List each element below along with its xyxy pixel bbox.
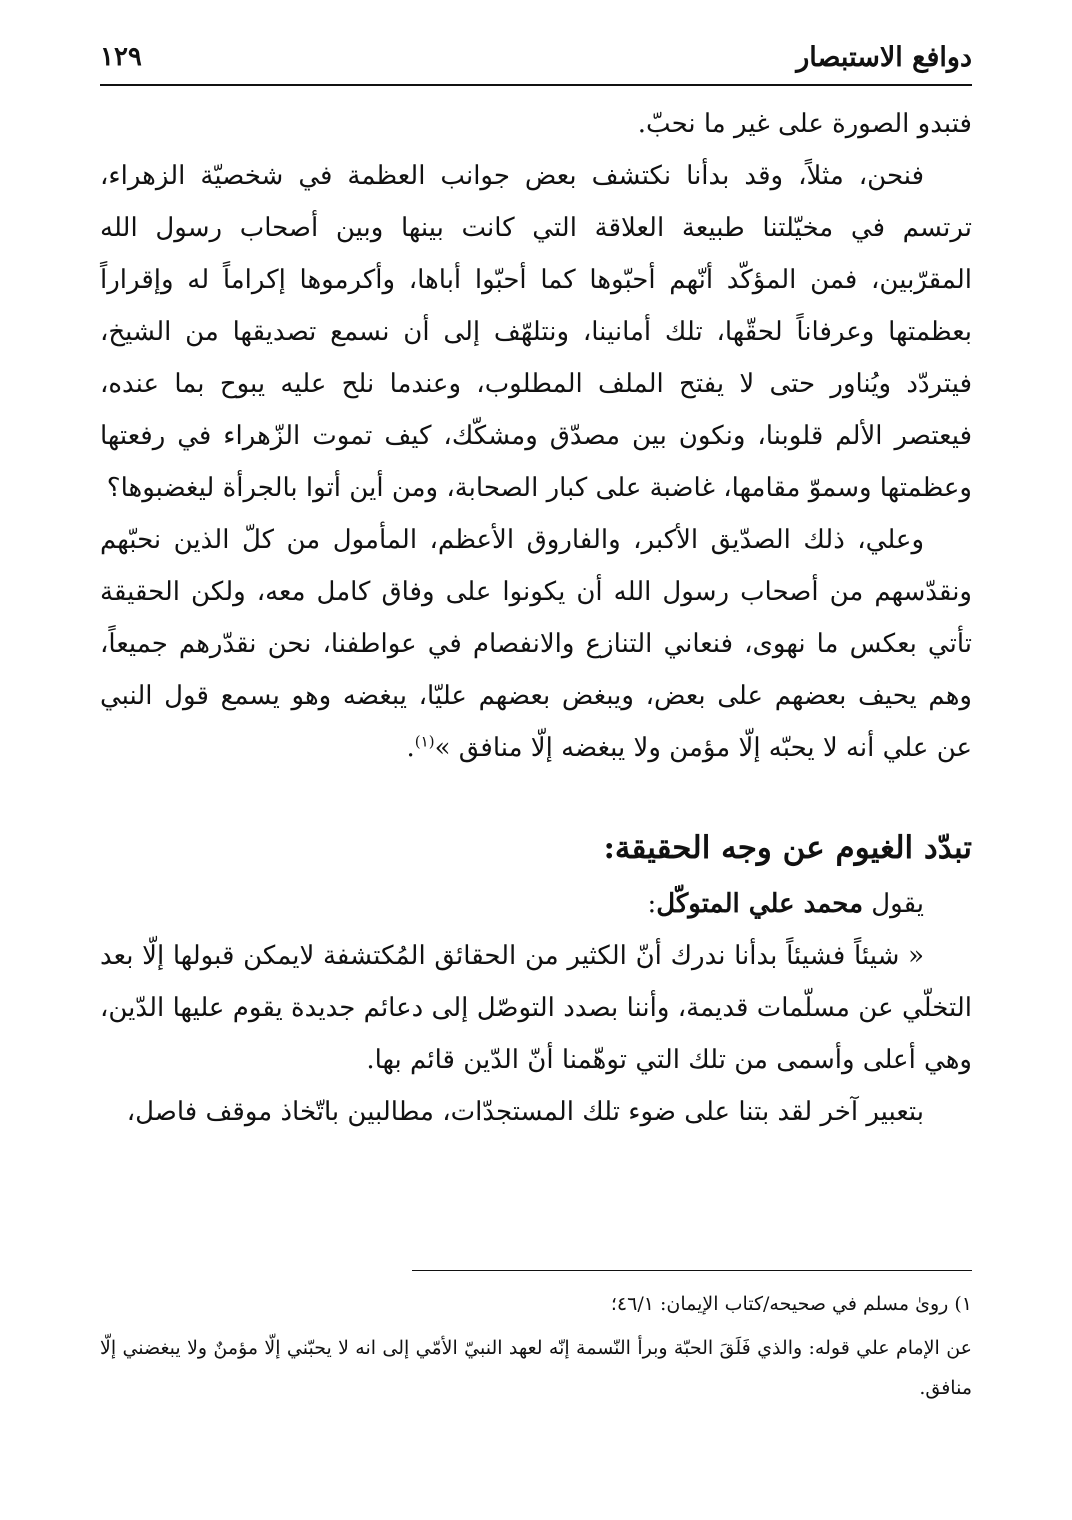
- author-name: محمد علي المتوكّل: [656, 889, 864, 919]
- intro-prefix: يقول: [863, 889, 924, 919]
- running-header: [100, 38, 972, 86]
- running-title: دوافع الاستبصار: [796, 42, 972, 73]
- paragraph: فنحن، مثلاً، وقد بدأنا نكتشف بعض جوانب العظمة في شخصيّة الزهراء، ترتسم في مخيّلتنا طبيعة العلاقة التي كانت بينها وبين أصحاب رسول الله المقرّبين، فمن المؤكّد أنّهم أحبّوها كما أحبّوا أباها، وأكرموها إكراماً له وإقراراً بعظمتها وعرفاناً لحقّها، تلك أمانينا، ونتلهّف إلى أن نسمع تصديقها من الشيخ، فيتردّد ويُناور حتى لا يفتح الملف المطلوب، وعندما نلح عليه يبوح بما عنده، فيعتصر الألم قلوبنا، ونكون بين مصدّق ومشكّك، كيف تموت الزّهراء في رفعتها وعظمتها وسموّ مقامها، غاضبة على كبار الصحابة، ومن أين أتوا بالجرأة ليغضبوها؟: [100, 161, 972, 503]
- footnote-line: عن الإمام علي قوله: والذي فَلَقَ الحبّة وبرأ النّسمة إنّه لعهد النبيّ الأمّي إلى انه لا يحبّني إلّا مؤمنٌ ولا يبغضني إلّا منافق.: [100, 1337, 972, 1399]
- paragraph: وعلي، ذلك الصدّيق الأكبر، والفاروق الأعظم، المأمول من كلّ الذين نحبّهم ونقدّسهم من أصحاب رسول الله أن يكونوا على وفاق كامل معه، ولكن الحقيقة تأتي بعكس ما نهوى، فنعاني التنازع والانفصام في عواطفنا، نحن نقدّرهم جميعاً، وهم يحيف بعضهم على بعض، ويبغض بعضهم عليّا، يبغضه وهو يسمع قول النبي عن علي أنه لا يحبّه إلّا مؤمن ولا يبغضه إلّا منافق »$^{(١)}$.: [100, 525, 972, 763]
- quote-intro: [100, 878, 972, 930]
- footnote-reference[interactable]: (١): [414, 732, 435, 751]
- footnote-divider: [412, 1270, 972, 1271]
- intro-suffix: :: [647, 889, 657, 919]
- quote-paragraph: بتعبير آخر لقد بتنا على ضوء تلك المستجدّات، مطالبين باتّخاذ موقف فاصل،: [126, 1097, 924, 1127]
- section-heading: تبدّد الغيوم عن وجه الحقيقة:: [603, 830, 972, 866]
- footnotes: [100, 1284, 972, 1408]
- paragraph: فتبدو الصورة على غير ما نحبّ.: [637, 109, 972, 139]
- paragraph-text: وعلي، ذلك الصدّيق الأكبر، والفاروق الأعظم، المأمول من كلّ الذين نحبّهم ونقدّسهم من أصحاب رسول الله أن يكونوا على وفاق كامل معه، ولكن الحقيقة تأتي بعكس ما نهوى، فنعاني التنازع والانفصام في عواطفنا، نحن نقدّرهم جميعاً، وهم يحيف بعضهم على بعض، ويبغض بعضهم عليّا، يبغضه وهو يسمع قول النبي عن علي أنه لا يحبّه إلّا مؤمن ولا يبغضه إلّا منافق »: [100, 525, 972, 763]
- quote-paragraph: « شيئاً فشيئاً بدأنا ندرك أنّ الكثير من الحقائق المُكتشفة لايمكن قبولها إلّا بعد التخلّي عن مسلّمات قديمة، وأننا بصدد التوصّل إلى دعائم جديدة يقوم عليها الدّين، وهي أعلى وأسمى من تلك التي توهّمنا أنّ الدّين قائم بها.: [100, 941, 972, 1075]
- book-page: [100, 0, 972, 1520]
- main-text: [100, 98, 972, 1138]
- footnote-line: ١) رویٰ مسلم في صحيحه/كتاب الإيمان: ٤٦/١؛: [610, 1293, 972, 1315]
- page-number: ١٢٩: [100, 42, 142, 72]
